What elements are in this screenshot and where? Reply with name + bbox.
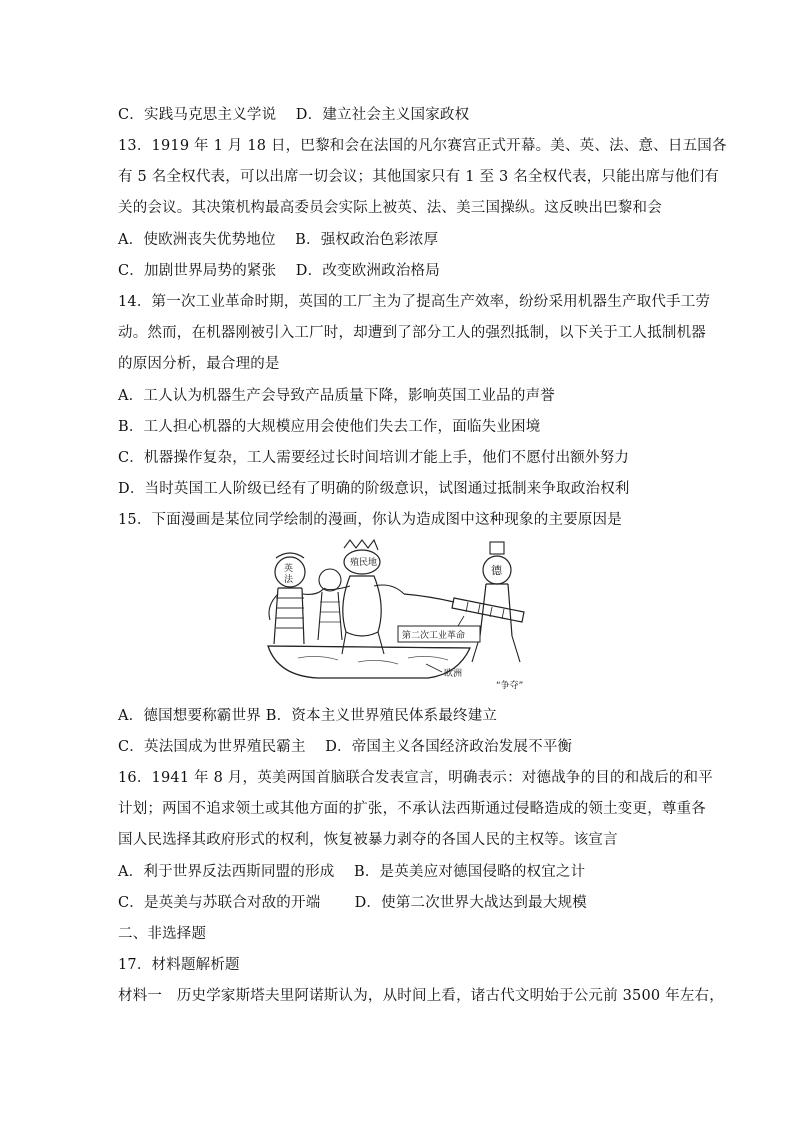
cartoon-label-europe: 欧洲 — [444, 669, 463, 679]
cartoon-label-colony: 殖民地 — [350, 558, 378, 568]
q16-stem-line-3: 国人民选择其政府形式的权利，恢复被暴力剥夺的各国人民的主权等。该宣言 — [118, 832, 618, 848]
q15-cartoon — [258, 536, 540, 694]
q16-options-cd: C．是英美与苏联合对敌的开端 D．使第二次世界大战达到最大规模 — [118, 895, 587, 911]
q17-title: 17．材料题解析题 — [118, 957, 240, 973]
cartoon-label-de: 德 — [491, 564, 502, 577]
q14-option-b: B．工人担心机器的大规模应用会使他们失去工作，面临失业困境 — [118, 419, 541, 435]
q12-options-cd: C．实践马克思主义学说 D．建立社会主义国家政权 — [118, 107, 470, 123]
cartoon-label-revolution: 第二次工业革命 — [402, 631, 466, 641]
cartoon-caption: “争夺” — [496, 681, 524, 691]
q14-stem-line-3: 的原因分析，最合理的是 — [118, 356, 280, 372]
q13-stem-line-3: 关的会议。其决策机构最高委员会实际上被英、法、美三国操纵。这反映出巴黎和会 — [118, 200, 662, 216]
q17-material-1: 材料一 历史学家斯塔夫里阿诺斯认为，从时间上看，诸古代文明始于公元前 3500 年左右， — [118, 988, 724, 1004]
q13-stem-line-2: 有 5 名全权代表，可以出席一切会议；其他国家只有 1 至 3 名全权代表，只能出席与他们有 — [118, 169, 720, 185]
section-title: 二、非选择题 — [118, 926, 207, 942]
q16-options-ab: A．利于世界反法西斯同盟的形成 B．是英美应对德国侵略的权宜之计 — [118, 864, 586, 880]
q15-options-ab: A．德国想要称霸世界 B．资本主义世界殖民体系最终建立 — [118, 708, 498, 724]
q13-options-ab: A．使欧洲丧失优势地位 B．强权政治色彩浓厚 — [118, 232, 439, 248]
q13-stem-line-1: 13．1919 年 1 月 18 日，巴黎和会在法国的凡尔赛宫正式开幕。美、英、法、意、日五国各 — [118, 138, 727, 154]
q14-stem-line-1: 14．第一次工业革命时期，英国的工厂主为了提高生产效率，纷纷采用机器生产取代手工劳 — [118, 294, 711, 310]
cartoon-label-ying: 英 — [284, 564, 294, 574]
q16-stem-line-2: 计划；两国不追求领土或其他方面的扩张，不承认法西斯通过侵略造成的领土变更，尊重各 — [118, 801, 706, 817]
q14-option-c: C．机器操作复杂，工人需要经过长时间培训才能上手，他们不愿付出额外努力 — [118, 450, 630, 466]
q14-stem-line-2: 动。然而，在机器刚被引入工厂时，却遭到了部分工人的强烈抵制，以下关于工人抵制机器 — [118, 325, 706, 341]
q16-stem-line-1: 16．1941 年 8 月，英美两国首脑联合发表宣言，明确表示：对德战争的目的和战后的和平 — [118, 770, 713, 786]
q13-options-cd: C．加剧世界局势的紧张 D．改变欧洲政治格局 — [118, 263, 440, 279]
q14-option-d: D．当时英国工人阶级已经有了明确的阶级意识，试图通过抵制来争取政治权利 — [118, 481, 630, 497]
q15-stem: 15．下面漫画是某位同学绘制的漫画，你认为造成图中这种现象的主要原因是 — [118, 512, 622, 528]
cartoon-label-fa: 法 — [284, 575, 294, 585]
q15-options-cd: C．英法国成为世界殖民霸主 D．帝国主义各国经济政治发展不平衡 — [118, 739, 573, 755]
q14-option-a: A．工人认为机器生产会导致产品质量下降，影响英国工业品的声誉 — [118, 388, 555, 404]
